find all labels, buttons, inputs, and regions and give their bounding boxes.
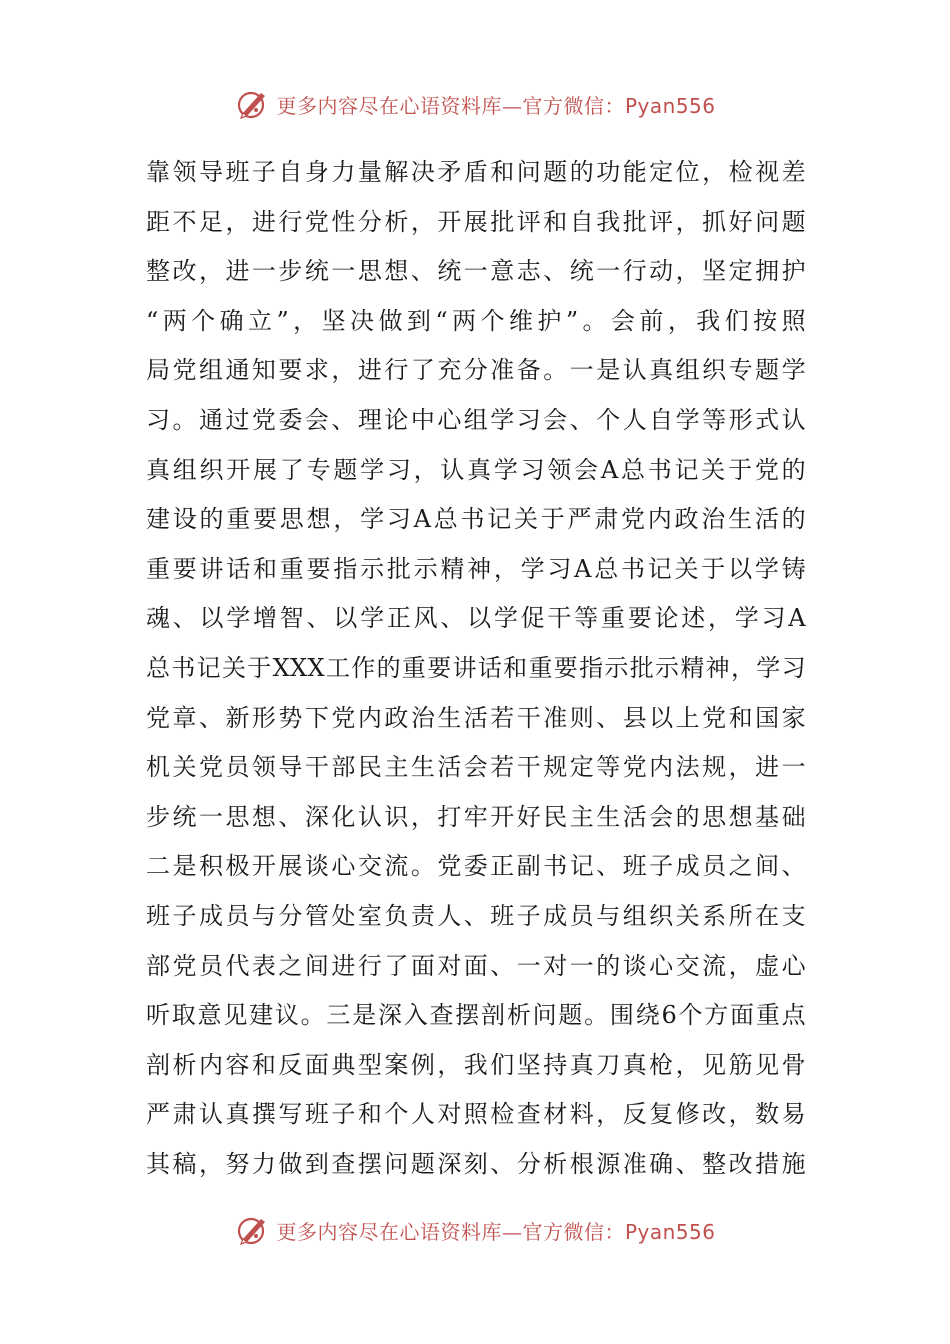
footer-banner-cn: 更多内容尽在心语资料库—官方微信： <box>276 1219 625 1244</box>
body-line: 党章、新形势下党内政治生活若干准则、县以上党和国家 <box>146 703 806 732</box>
body-line: 机关党员领导干部民主生活会若干规定等党内法规，进一 <box>146 753 806 782</box>
pen-circle-logo-icon <box>234 86 270 122</box>
document-body <box>146 148 806 1189</box>
body-line: 距不足，进行党性分析，开展批评和自我批评，抓好问题 <box>146 207 806 236</box>
body-line: 总书记关于XXX工作的重要讲话和重要指示批示精神，学习 <box>146 653 806 682</box>
body-line: 整改，进一步统一思想、统一意志、统一行动，坚定拥护 <box>146 257 806 286</box>
body-line: “两个确立”，坚决做到“两个维护”。会前，我们按照 <box>146 306 806 335</box>
body-line: 局党组通知要求，进行了充分准备。一是认真组织专题学 <box>146 356 806 385</box>
body-line: 建设的重要思想，学习A总书记关于严肃党内政治生活的 <box>146 505 806 534</box>
header-banner-text <box>276 90 715 119</box>
header-banner-wechat-id: Pyan556 <box>624 93 716 118</box>
body-line: 魂、以学增智、以学正风、以学促干等重要论述，学习A <box>146 604 806 633</box>
footer-banner-text <box>276 1216 715 1245</box>
footer-banner <box>0 1206 950 1254</box>
body-line: 剖析内容和反面典型案例，我们坚持真刀真枪，见筋见骨 <box>146 1050 806 1079</box>
body-line: 班子成员与分管处室负责人、班子成员与组织关系所在支 <box>146 901 806 930</box>
body-line: 严肃认真撰写班子和个人对照检查材料，反复修改，数易 <box>146 1100 806 1129</box>
body-line: 靠领导班子自身力量解决矛盾和问题的功能定位，检视差 <box>146 158 806 186</box>
footer-banner-wechat-id: Pyan556 <box>624 1219 716 1244</box>
body-line: 二是积极开展谈心交流。党委正副书记、班子成员之间、 <box>146 852 806 881</box>
body-line: 真组织开展了专题学习，认真学习领会A总书记关于党的 <box>146 455 806 484</box>
body-line: 重要讲话和重要指示批示精神，学习A总书记关于以学铸 <box>146 554 806 583</box>
header-banner-cn: 更多内容尽在心语资料库—官方微信： <box>276 93 625 118</box>
body-line: 其稿，努力做到查摆问题深刻、分析根源准确、整改措施 <box>146 1149 806 1178</box>
header-banner <box>0 80 950 128</box>
body-line: 部党员代表之间进行了面对面、一对一的谈心交流，虚心 <box>146 951 806 980</box>
body-line: 听取意见建议。三是深入查摆剖析问题。围绕6个方面重点 <box>146 1001 806 1030</box>
pen-circle-logo-icon <box>234 1212 270 1248</box>
body-line: 习。通过党委会、理论中心组学习会、个人自学等形式认 <box>146 405 806 434</box>
body-line: 步统一思想、深化认识，打牢开好民主生活会的思想基础 <box>146 802 806 831</box>
